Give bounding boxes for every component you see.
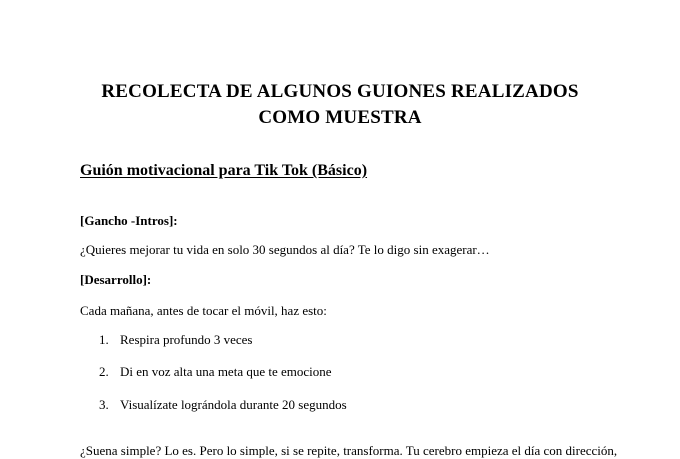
- list-item-text: Respira profundo 3 veces: [120, 332, 253, 347]
- development-label: [Desarrollo]:: [80, 272, 152, 287]
- list-item-number: 3.: [99, 397, 109, 412]
- hook-text: ¿Quieres mejorar tu vida en solo 30 segundos al día? Te lo digo sin exagerar…: [80, 242, 490, 257]
- development-intro: Cada mañana, antes de tocar el móvil, haz esto:: [80, 303, 327, 318]
- hook-label: [Gancho -Intros]:: [80, 213, 178, 228]
- list-item-number: 1.: [99, 332, 109, 347]
- closing-text: ¿Suena simple? Lo es. Pero lo simple, si se repite, transforma. Tu cerebro empieza el día con dirección,: [80, 443, 618, 458]
- document-title-line1: RECOLECTA DE ALGUNOS GUIONES REALIZADOS: [101, 81, 579, 102]
- list-item-text: Di en voz alta una meta que te emocione: [120, 364, 332, 379]
- list-item-number: 2.: [99, 364, 109, 379]
- section-title: Guión motivacional para Tik Tok (Básico): [80, 162, 368, 179]
- list-item-text: Visualízate lográndola durante 20 segundos: [120, 397, 347, 412]
- document-title-line2: COMO MUESTRA: [258, 107, 422, 128]
